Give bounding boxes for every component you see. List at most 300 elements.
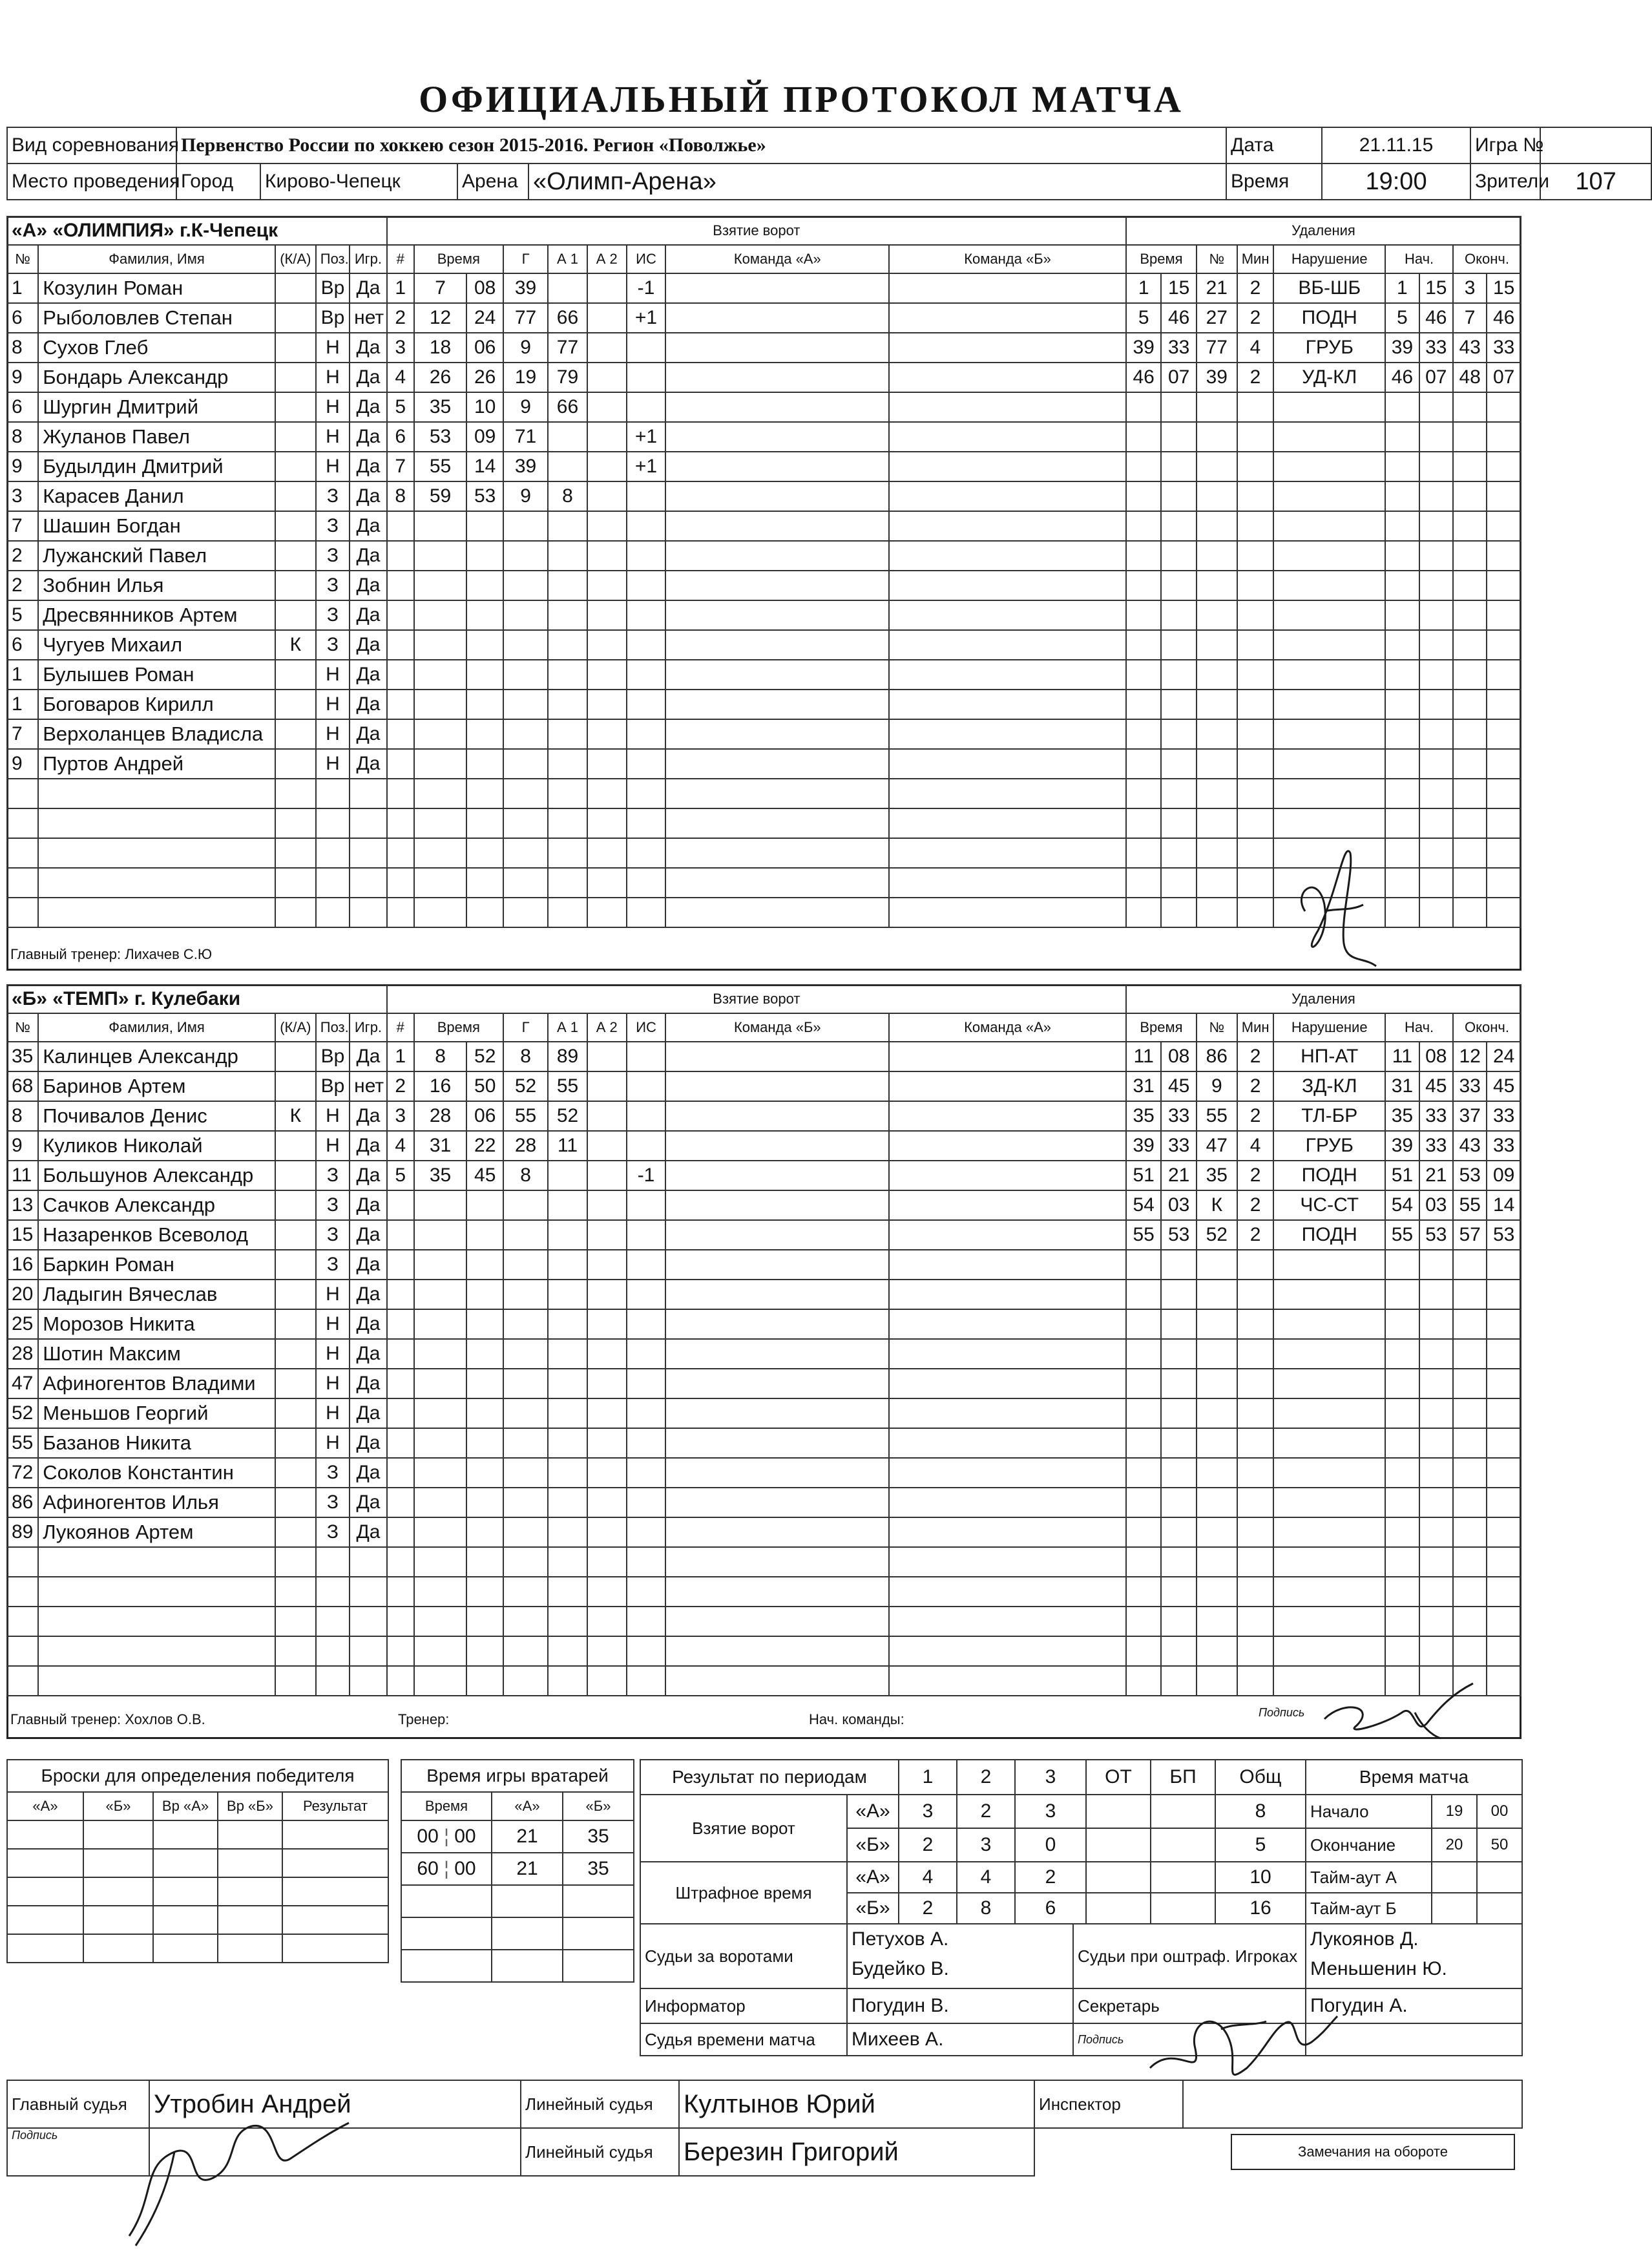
team-b-goal-is xyxy=(627,1101,666,1131)
arena-label: Арена xyxy=(457,163,528,200)
team-a-goal-a1: 8 xyxy=(548,481,587,511)
team-b-col-time: Время xyxy=(414,1013,503,1042)
team-a-col-start: Нач. xyxy=(1385,245,1453,273)
team-b-row-2 xyxy=(7,1071,1521,1101)
team-b-player-ka xyxy=(275,1398,316,1428)
team-b-player-ka xyxy=(275,1131,316,1161)
team-b-player-pos: З xyxy=(316,1458,350,1488)
team-a-player-play: Да xyxy=(350,630,387,660)
team-a-penalties-header: Удаления xyxy=(1126,216,1521,245)
venue-label: Место проведения xyxy=(7,163,176,200)
team-b-col-team-opp: Команда «А» xyxy=(889,1013,1126,1042)
team-b-player-name: Калинцев Александр xyxy=(38,1042,275,1071)
team-a-goal-a1 xyxy=(548,452,587,481)
team-b-pen-mm: 31 xyxy=(1126,1071,1161,1101)
team-b-pen-min: 2 xyxy=(1237,1190,1274,1220)
team-b-player-name: Почивалов Денис xyxy=(38,1101,275,1131)
team-b-player-name: Морозов Никита xyxy=(38,1309,275,1339)
team-b-pen-min: 4 xyxy=(1237,1131,1274,1161)
team-a-player-ka xyxy=(275,600,316,630)
goalie-time-table: Время игры вратарей Время «А» «Б» 00 ¦ 00 21 35 60 ¦ 00 21 35 xyxy=(401,1759,634,1983)
team-a-col-a1: А 1 xyxy=(548,245,587,273)
goalie-row-1-b: 35 xyxy=(563,1820,634,1853)
team-a-player-ka xyxy=(275,333,316,363)
team-a-goal-ss: 53 xyxy=(466,481,503,511)
team-b-player-no: 11 xyxy=(7,1161,38,1190)
goals-a-so xyxy=(1151,1795,1215,1828)
team-b-col-min: Мин xyxy=(1237,1013,1274,1042)
team-a-player-pos: Н xyxy=(316,392,350,422)
shootout-col-b: «Б» xyxy=(83,1792,153,1820)
team-a-row-17 xyxy=(7,749,1521,779)
team-b-goal-a2 xyxy=(587,1101,627,1131)
team-a-goal-a2 xyxy=(587,363,627,392)
team-b-player-name: Афиногентов Илья xyxy=(38,1488,275,1517)
timekeeper-value: Михеев А. xyxy=(847,2023,1073,2056)
team-a-player-no: 9 xyxy=(7,749,38,779)
team-b-pen-min: 2 xyxy=(1237,1161,1274,1190)
team-b-pen-min: 2 xyxy=(1237,1220,1274,1250)
team-b-chief: Нач. команды: xyxy=(809,1711,904,1727)
team-a-player-pos: З xyxy=(316,511,350,541)
team-b-col-play: Игр. xyxy=(350,1013,387,1042)
team-a-player-play: Да xyxy=(350,481,387,511)
team-b-row-17 xyxy=(7,1517,1521,1547)
goalie-row-2-a: 21 xyxy=(492,1853,563,1885)
team-b-pen-ss: 21 xyxy=(1161,1161,1196,1190)
city-value: Кирово-Чепецк xyxy=(260,163,457,200)
team-b-pen-end-ss: 09 xyxy=(1487,1161,1521,1190)
team-b-pen-no: К xyxy=(1197,1190,1237,1220)
team-b-row-11 xyxy=(7,1339,1521,1369)
team-a-pen-start-mm: 46 xyxy=(1385,363,1419,392)
team-a-player-ka xyxy=(275,422,316,452)
team-b-player-ka xyxy=(275,1071,316,1101)
team-a-goal-a2 xyxy=(587,452,627,481)
team-b-player-play: нет xyxy=(350,1071,387,1101)
team-b-player-no: 9 xyxy=(7,1131,38,1161)
team-b-col-ka: (К/А) xyxy=(275,1013,316,1042)
team-b-goal-mm: 31 xyxy=(414,1131,467,1161)
team-b-player-pos: З xyxy=(316,1190,350,1220)
team-a-row-10 xyxy=(7,541,1521,571)
goalie-col-time: Время xyxy=(401,1792,492,1820)
team-b-player-ka xyxy=(275,1280,316,1309)
team-b-row-9 xyxy=(7,1280,1521,1309)
informer-label: Информатор xyxy=(640,1988,847,2023)
team-a-pen-end-mm: 3 xyxy=(1453,273,1487,303)
signature-team-a xyxy=(1279,814,1396,982)
team-b-player-no: 52 xyxy=(7,1398,38,1428)
periods-pim-team-a: «А» xyxy=(847,1862,899,1893)
team-b-col-hash: # xyxy=(387,1013,414,1042)
team-b-player-pos: З xyxy=(316,1161,350,1190)
team-b-pen-no: 47 xyxy=(1197,1131,1237,1161)
team-b-pen-no: 9 xyxy=(1197,1071,1237,1101)
signature-team-b xyxy=(1318,1674,1486,1745)
team-a-col-team-opp: Команда «Б» xyxy=(889,245,1126,273)
team-b-pen-viol: ЗД-КЛ xyxy=(1273,1071,1385,1101)
team-b-pen-end-ss: 24 xyxy=(1487,1042,1521,1071)
periods-table xyxy=(640,1759,1306,1924)
shootout-col-a: «А» xyxy=(7,1792,83,1820)
team-b-player-name: Шотин Максим xyxy=(38,1339,275,1369)
team-a-player-play: Да xyxy=(350,541,387,571)
team-b-player-ka xyxy=(275,1220,316,1250)
team-a-goal-scorer: 77 xyxy=(503,303,548,333)
team-b-player-pos: Вр xyxy=(316,1071,350,1101)
team-a-player-name: Чугуев Михаил xyxy=(38,630,275,660)
team-a-goal-mm: 18 xyxy=(414,333,467,363)
team-a-goal-n: 8 xyxy=(387,481,414,511)
team-b-player-name: Большунов Александр xyxy=(38,1161,275,1190)
periods-col-so: БП xyxy=(1151,1760,1215,1795)
team-a-row-9 xyxy=(7,511,1521,541)
team-a-player-ka xyxy=(275,273,316,303)
team-a-goal-scorer: 9 xyxy=(503,481,548,511)
team-b-coach: Главный тренер: Хохлов О.В. xyxy=(10,1711,205,1727)
game-no-label: Игра № xyxy=(1470,127,1540,163)
pim-a-p1: 4 xyxy=(899,1862,957,1893)
team-b-goal-scorer: 8 xyxy=(503,1042,548,1071)
team-b-player-play: Да xyxy=(350,1250,387,1280)
team-a-player-ka xyxy=(275,660,316,690)
team-b-player-name: Назаренков Всеволод xyxy=(38,1220,275,1250)
team-b-row-8 xyxy=(7,1250,1521,1280)
team-b-player-pos: Н xyxy=(316,1280,350,1309)
team-b-goal-a2 xyxy=(587,1131,627,1161)
team-b-pen-end-mm: 53 xyxy=(1453,1161,1487,1190)
team-b-goal-scorer: 28 xyxy=(503,1131,548,1161)
team-b-player-name: Куликов Николай xyxy=(38,1131,275,1161)
team-b-goal-a1 xyxy=(548,1161,587,1190)
pim-b-p3: 6 xyxy=(1015,1893,1086,1924)
team-b-pen-viol: ПОДН xyxy=(1273,1220,1385,1250)
team-a-goal-a1 xyxy=(548,422,587,452)
team-b-pen-mm: 54 xyxy=(1126,1190,1161,1220)
team-a-player-pos: Вр xyxy=(316,273,350,303)
team-b-player-name: Сачков Александр xyxy=(38,1190,275,1220)
team-a-pen-viol: ВБ-ШБ xyxy=(1273,273,1385,303)
team-b-goal-n: 2 xyxy=(387,1071,414,1101)
team-b-pen-end-ss: 14 xyxy=(1487,1190,1521,1220)
team-b-player-name: Базанов Никита xyxy=(38,1428,275,1458)
team-a-player-name: Боговаров Кирилл xyxy=(38,690,275,719)
team-b-player-play: Да xyxy=(350,1161,387,1190)
team-b-player-play: Да xyxy=(350,1428,387,1458)
time-label: Время xyxy=(1226,163,1322,200)
team-b-player-ka xyxy=(275,1190,316,1220)
date-label: Дата xyxy=(1226,127,1322,163)
team-a-goal-a1: 79 xyxy=(548,363,587,392)
team-a-pen-viol: УД-КЛ xyxy=(1273,363,1385,392)
page-title: ОФИЦИАЛЬНЫЙ ПРОТОКОЛ МАТЧА xyxy=(419,78,1184,120)
team-a-col-name: Фамилия, Имя xyxy=(38,245,275,273)
team-a-col-pos: Поз. xyxy=(316,245,350,273)
team-b-goal-ss: 22 xyxy=(466,1131,503,1161)
team-a-pen-start-mm: 5 xyxy=(1385,303,1419,333)
goals-a-p3: 3 xyxy=(1015,1795,1086,1828)
spectators-label: Зрители xyxy=(1470,163,1540,200)
team-a-player-ka xyxy=(275,571,316,600)
penalty-judge-2: Меньшенин Ю. xyxy=(1310,1958,1447,1979)
team-b-player-no: 55 xyxy=(7,1428,38,1458)
team-b-pen-end-mm: 57 xyxy=(1453,1220,1487,1250)
header-table xyxy=(6,127,1652,200)
goalie-row-2-ss: 00 xyxy=(454,1858,476,1879)
team-a-goal-ss: 08 xyxy=(466,273,503,303)
team-b-goal-a1: 11 xyxy=(548,1131,587,1161)
team-a-player-ka xyxy=(275,690,316,719)
team-a-goal-is: +1 xyxy=(627,452,666,481)
team-b-player-ka xyxy=(275,1042,316,1071)
timeout-a-label: Тайм-аут А xyxy=(1306,1862,1432,1893)
team-b-row-21 xyxy=(7,1636,1521,1666)
team-a-player-name: Зобнин Илья xyxy=(38,571,275,600)
team-b-player-no: 35 xyxy=(7,1042,38,1071)
date-value: 21.11.15 xyxy=(1322,127,1470,163)
team-a-goal-n: 5 xyxy=(387,392,414,422)
team-a-player-pos: Н xyxy=(316,333,350,363)
team-a-goal-n: 4 xyxy=(387,363,414,392)
team-b-player-pos: З xyxy=(316,1517,350,1547)
chief-ref-value: Утробин Андрей xyxy=(149,2080,521,2128)
team-b-pen-min: 2 xyxy=(1237,1042,1274,1071)
periods-goals-team-a: «А» xyxy=(847,1795,899,1828)
team-b-player-play: Да xyxy=(350,1309,387,1339)
team-a-pen-start-mm: 39 xyxy=(1385,333,1419,363)
team-b-goals-header: Взятие ворот xyxy=(387,985,1126,1013)
team-b-player-play: Да xyxy=(350,1280,387,1309)
team-b-pen-start-ss: 33 xyxy=(1419,1131,1453,1161)
team-b-player-play: Да xyxy=(350,1517,387,1547)
team-b-goal-n: 4 xyxy=(387,1131,414,1161)
team-a-goal-a1 xyxy=(548,273,587,303)
team-b-player-ka xyxy=(275,1309,316,1339)
team-a-player-play: Да xyxy=(350,273,387,303)
team-a-goal-ss: 14 xyxy=(466,452,503,481)
match-end-hh: 20 xyxy=(1432,1828,1477,1862)
team-b-player-pos: Н xyxy=(316,1339,350,1369)
team-a-col-team-own: Команда «А» xyxy=(665,245,889,273)
periods-goals-label: Взятие ворот xyxy=(640,1795,847,1862)
team-a-goal-ss: 10 xyxy=(466,392,503,422)
periods-col-3: 3 xyxy=(1015,1760,1086,1795)
team-a-player-pos: Н xyxy=(316,749,350,779)
team-a-goal-mm: 26 xyxy=(414,363,467,392)
team-b-goal-is xyxy=(627,1042,666,1071)
team-b-player-play: Да xyxy=(350,1042,387,1071)
team-a-player-play: Да xyxy=(350,392,387,422)
team-a-player-play: Да xyxy=(350,600,387,630)
team-b-pen-end-mm: 12 xyxy=(1453,1042,1487,1071)
team-a-col-no: № xyxy=(7,245,38,273)
team-b-row-15 xyxy=(7,1458,1521,1488)
team-b-player-no: 86 xyxy=(7,1488,38,1517)
periods-title: Результат по периодам xyxy=(640,1760,899,1795)
team-a-pen-start-mm: 1 xyxy=(1385,273,1419,303)
team-a-goal-scorer: 39 xyxy=(503,452,548,481)
team-b-pen-mm: 55 xyxy=(1126,1220,1161,1250)
team-a-goal-is xyxy=(627,481,666,511)
team-b-player-no: 47 xyxy=(7,1369,38,1398)
team-a-goal-a2 xyxy=(587,273,627,303)
signature-officials xyxy=(1137,1984,1344,2107)
pim-b-ot xyxy=(1086,1893,1151,1924)
team-a-goal-scorer: 71 xyxy=(503,422,548,452)
team-a-goal-mm: 53 xyxy=(414,422,467,452)
team-a-goal-ss: 26 xyxy=(466,363,503,392)
team-b-col-a2: А 2 xyxy=(587,1013,627,1042)
chief-ref-label: Главный судья xyxy=(7,2080,149,2128)
informer-value: Погудин В. xyxy=(847,1988,1073,2023)
team-a-player-ka xyxy=(275,719,316,749)
team-a-row-8 xyxy=(7,481,1521,511)
team-a-player-play: Да xyxy=(350,749,387,779)
pim-a-p2: 4 xyxy=(957,1862,1015,1893)
team-a-player-pos: Н xyxy=(316,452,350,481)
team-b-goal-n: 3 xyxy=(387,1101,414,1131)
team-a-player-ka: К xyxy=(275,630,316,660)
match-start-label: Начало xyxy=(1306,1795,1432,1828)
team-b-row-5 xyxy=(7,1161,1521,1190)
team-b-goal-is: -1 xyxy=(627,1161,666,1190)
goalie-time-title: Время игры вратарей xyxy=(401,1760,634,1792)
team-b-player-name: Меньшов Георгий xyxy=(38,1398,275,1428)
officials-table xyxy=(640,1923,1523,2056)
team-a-player-ka xyxy=(275,303,316,333)
team-b-pen-mm: 11 xyxy=(1126,1042,1161,1071)
team-b-pen-start-ss: 33 xyxy=(1419,1101,1453,1131)
secretary-value: Погудин А. xyxy=(1306,1988,1522,2023)
team-b-player-play: Да xyxy=(350,1190,387,1220)
team-a-goal-a2 xyxy=(587,392,627,422)
team-a-player-no: 7 xyxy=(7,511,38,541)
team-b-player-no: 72 xyxy=(7,1458,38,1488)
team-a-player-ka xyxy=(275,481,316,511)
arena-value: «Олимп-Арена» xyxy=(528,163,1226,200)
team-b-player-ka xyxy=(275,1250,316,1280)
team-a-player-play: Да xyxy=(350,719,387,749)
team-a-pen-end-mm: 43 xyxy=(1453,333,1487,363)
team-a-player-name: Лужанский Павел xyxy=(38,541,275,571)
match-time-title: Время матча xyxy=(1306,1760,1522,1795)
team-b-pen-end-ss: 33 xyxy=(1487,1131,1521,1161)
team-b-pen-viol: ТЛ-БР xyxy=(1273,1101,1385,1131)
team-a-goal-n: 3 xyxy=(387,333,414,363)
pim-a-p3: 2 xyxy=(1015,1862,1086,1893)
team-a-row-13 xyxy=(7,630,1521,660)
team-a-goal-a1: 66 xyxy=(548,392,587,422)
team-a-player-pos: Вр xyxy=(316,303,350,333)
team-a-goal-mm: 12 xyxy=(414,303,467,333)
team-a-player-no: 1 xyxy=(7,660,38,690)
team-a-player-ka xyxy=(275,541,316,571)
pim-b-so xyxy=(1151,1893,1215,1924)
team-a-player-name: Пуртов Андрей xyxy=(38,749,275,779)
team-b-player-pos: З xyxy=(316,1488,350,1517)
team-a-row-11 xyxy=(7,571,1521,600)
team-a-pen-viol: ПОДН xyxy=(1273,303,1385,333)
team-a-player-name: Карасев Данил xyxy=(38,481,275,511)
team-a-player-play: Да xyxy=(350,422,387,452)
team-b-pen-start-mm: 39 xyxy=(1385,1131,1419,1161)
team-a-col-ka: (К/А) xyxy=(275,245,316,273)
team-b-player-play: Да xyxy=(350,1398,387,1428)
team-b-player-no: 28 xyxy=(7,1339,38,1369)
team-a-row-14 xyxy=(7,660,1521,690)
team-a-goal-is: +1 xyxy=(627,303,666,333)
team-a-player-pos: Н xyxy=(316,660,350,690)
team-b-pen-start-ss: 21 xyxy=(1419,1161,1453,1190)
team-b-goal-mm: 16 xyxy=(414,1071,467,1101)
team-a-player-no: 2 xyxy=(7,571,38,600)
team-a-pen-end-ss: 07 xyxy=(1487,363,1521,392)
team-b-player-no: 15 xyxy=(7,1220,38,1250)
shootout-col-result: Результат xyxy=(282,1792,388,1820)
shootout-title: Броски для определения победителя xyxy=(7,1760,388,1792)
team-a-goal-a1: 77 xyxy=(548,333,587,363)
team-b-row-14 xyxy=(7,1428,1521,1458)
team-b-goal-a2 xyxy=(587,1071,627,1101)
team-a-coach: Главный тренер: Лихачев С.Ю xyxy=(10,946,213,962)
match-end-mm: 50 xyxy=(1477,1828,1522,1862)
team-a-player-pos: З xyxy=(316,600,350,630)
team-a-player-name: Дресвянников Артем xyxy=(38,600,275,630)
team-b-col-team-own: Команда «Б» xyxy=(665,1013,889,1042)
team-b-goal-n: 5 xyxy=(387,1161,414,1190)
goals-b-total: 5 xyxy=(1215,1828,1306,1862)
team-a-player-play: Да xyxy=(350,333,387,363)
team-b-player-play: Да xyxy=(350,1369,387,1398)
team-b-player-ka xyxy=(275,1458,316,1488)
team-a-player-name: Верхоланцев Владисла xyxy=(38,719,275,749)
goal-judge-2: Будейко В. xyxy=(852,1958,949,1979)
team-b-pen-mm: 39 xyxy=(1126,1131,1161,1161)
team-b-pen-ss: 45 xyxy=(1161,1071,1196,1101)
pim-a-so xyxy=(1151,1862,1215,1893)
remarks-box: Замечания на обороте xyxy=(1231,2134,1515,2170)
team-b-goal-n: 1 xyxy=(387,1042,414,1071)
pim-a-total: 10 xyxy=(1215,1862,1306,1893)
team-a-goal-n: 1 xyxy=(387,273,414,303)
team-b-player-no: 89 xyxy=(7,1517,38,1547)
team-a-col-ptime: Время xyxy=(1126,245,1197,273)
team-a-goal-a2 xyxy=(587,333,627,363)
team-a-pen-mm: 5 xyxy=(1126,303,1161,333)
team-a-goal-mm: 7 xyxy=(414,273,467,303)
team-a-team-header: «А» «ОЛИМПИЯ» г.К-Чепецк xyxy=(7,216,387,245)
team-b-pen-ss: 08 xyxy=(1161,1042,1196,1071)
team-b-player-no: 8 xyxy=(7,1101,38,1131)
team-b-pen-ss: 03 xyxy=(1161,1190,1196,1220)
team-b-pen-start-mm: 11 xyxy=(1385,1042,1419,1071)
team-a-pen-start-ss: 33 xyxy=(1419,333,1453,363)
team-a-col-time: Время xyxy=(414,245,503,273)
team-b-team-header: «Б» «ТЕМП» г. Кулебаки xyxy=(7,985,387,1013)
team-a-goal-ss: 24 xyxy=(466,303,503,333)
pim-a-ot xyxy=(1086,1862,1151,1893)
team-a-row-15 xyxy=(7,690,1521,719)
team-a-goal-a2 xyxy=(587,303,627,333)
periods-col-ot: ОТ xyxy=(1086,1760,1151,1795)
goals-a-p1: 3 xyxy=(899,1795,957,1828)
team-a-row-3 xyxy=(7,333,1521,363)
team-a-player-name: Шашин Богдан xyxy=(38,511,275,541)
team-b-goal-scorer: 52 xyxy=(503,1071,548,1101)
team-b-pen-start-ss: 03 xyxy=(1419,1190,1453,1220)
team-a-player-no: 1 xyxy=(7,273,38,303)
